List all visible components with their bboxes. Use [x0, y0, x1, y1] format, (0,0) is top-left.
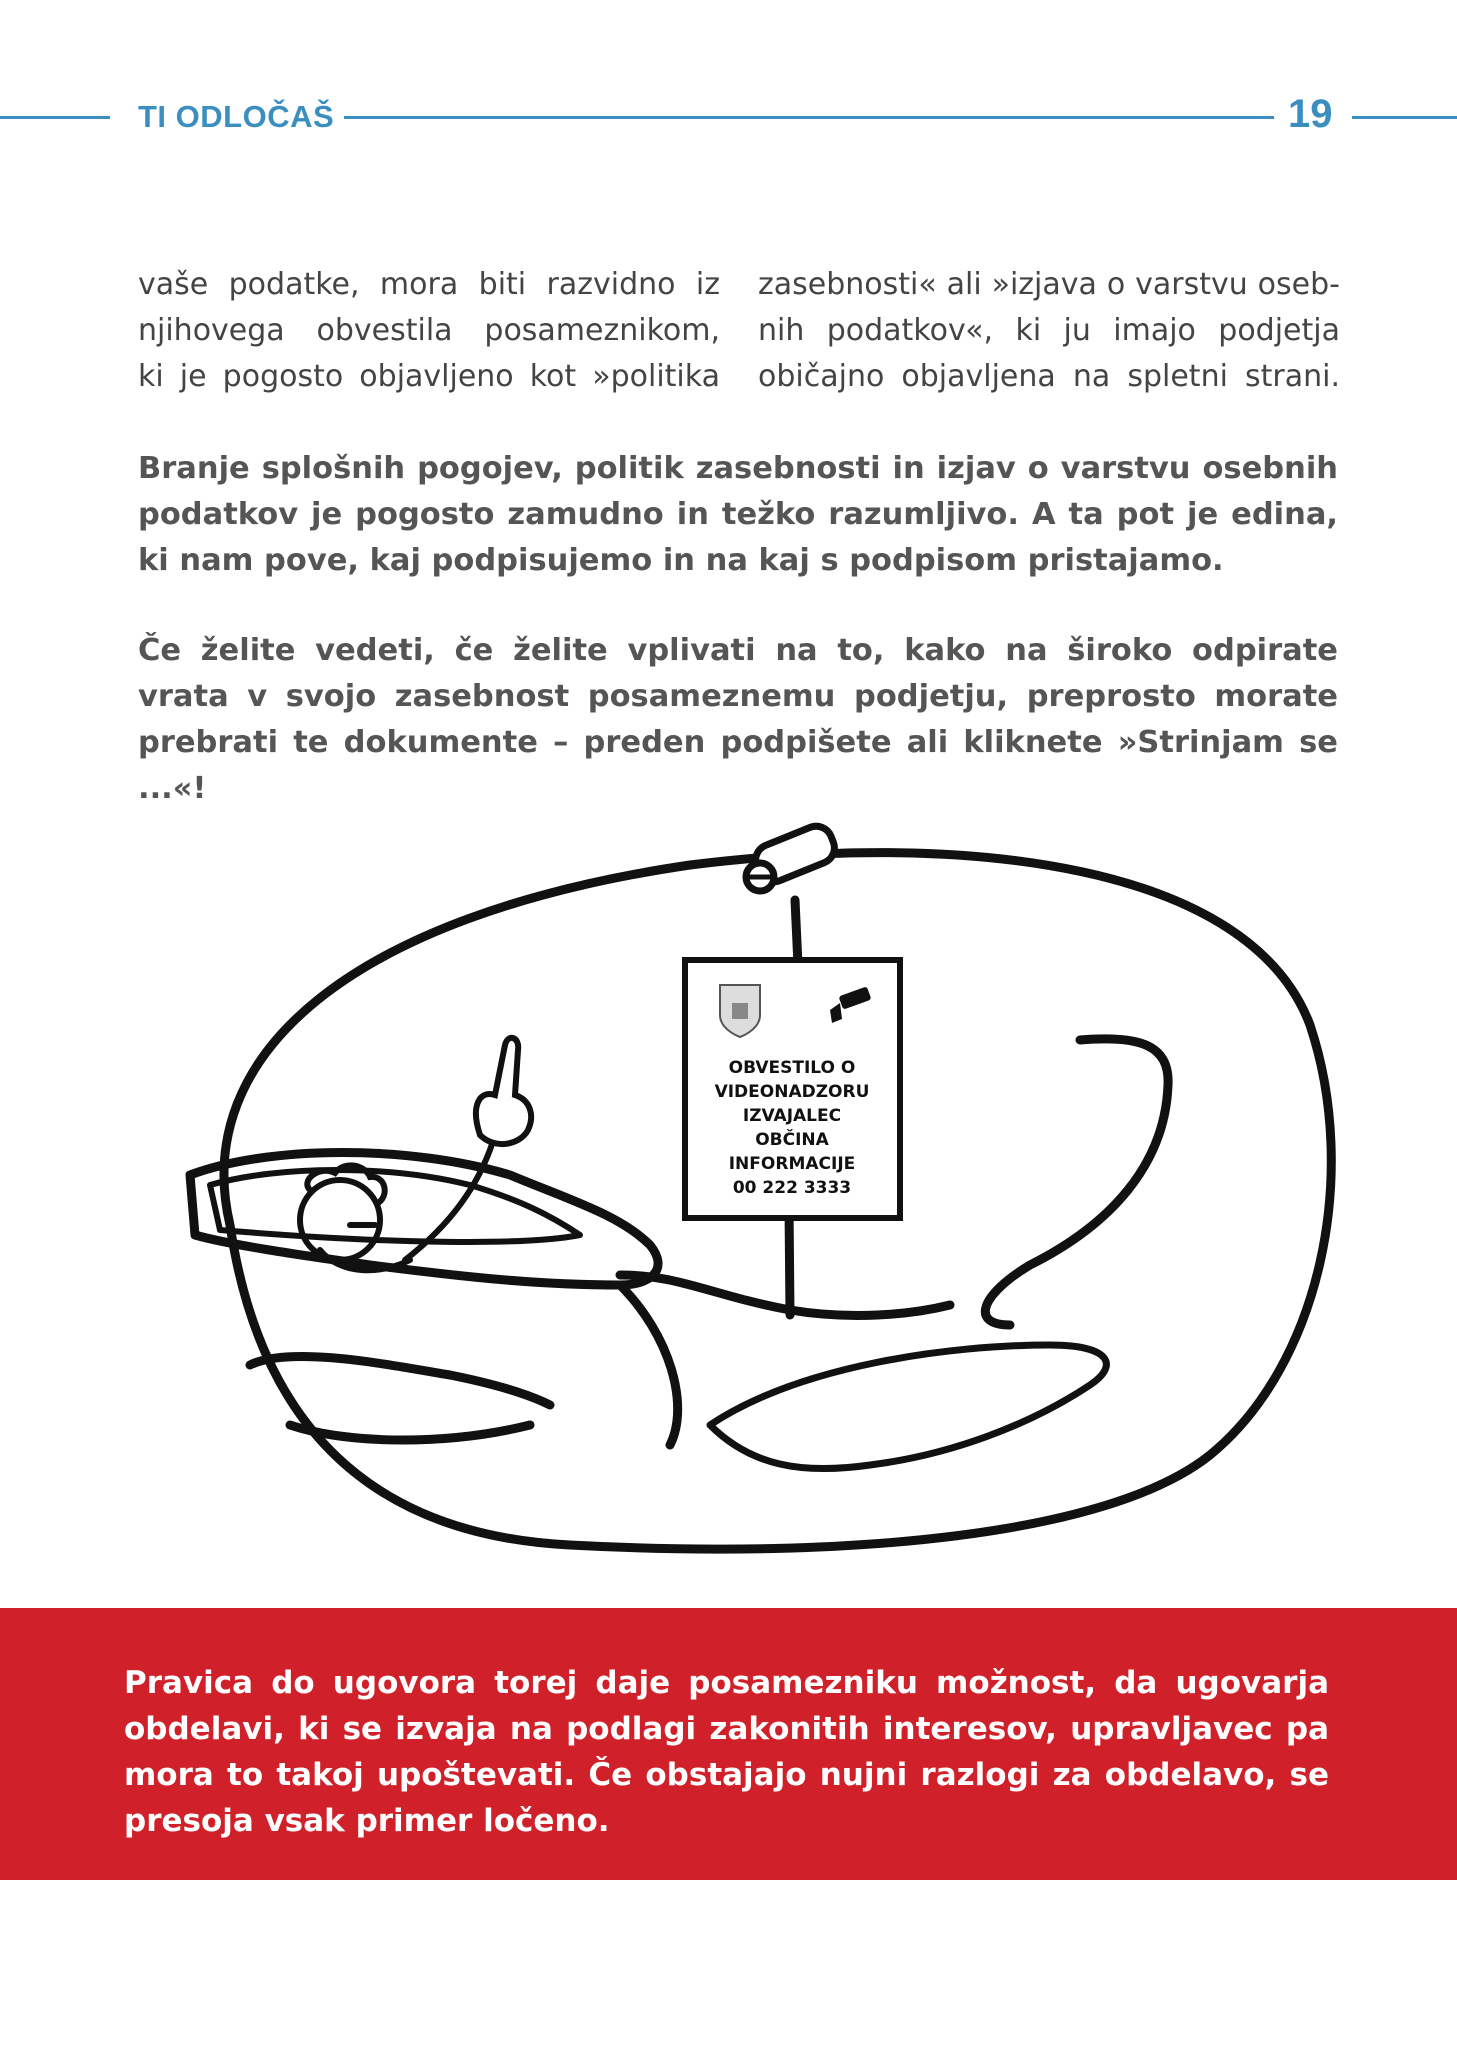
intro-left-line: vaše podatke, mora biti razvidno iz	[138, 267, 720, 302]
sign-line: INFORMACIJE	[728, 1154, 856, 1174]
sign-line: 00 222 3333	[732, 1178, 852, 1198]
header-rule-left	[0, 116, 110, 119]
intro-left-line: ki je pogosto objavljeno kot »politika	[138, 359, 720, 394]
intro-right-line: zasebnosti« ali »izjava o varstvu oseb-	[758, 267, 1340, 302]
intro-right-line: običajno objavljena na spletni strani.	[758, 359, 1340, 394]
header-rule-right	[1352, 116, 1457, 119]
header-rule-middle	[344, 116, 1274, 119]
intro-left-column	[138, 262, 720, 400]
sign-line: OBVESTILO O	[728, 1058, 856, 1078]
road-curve	[985, 1039, 1168, 1325]
sign-line: OBČINA	[755, 1130, 829, 1150]
page-number: 19	[1288, 92, 1333, 136]
section-title: TI ODLOČAŠ	[138, 99, 335, 134]
paragraph-reading-terms: Branje splošnih pogojev, politik zasebnosti in izjav o varstvu osebnih podatkov je pogosto zamudno in težko razumljivo. A ta pot je edina, ki nam pove, kaj podpisujemo in na kaj s podpisom pristajamo.	[138, 451, 1338, 578]
callout-text: Pravica do ugovora torej daje posamezniku možnost, da ugovarja obdelavi, ki se izvaja na podlagi zakonitih interesov, upravljavec pa mora to takoj upoštevati. Če obstajajo nujni razlogi za obdelavo, se presoja vsak primer ločeno.	[124, 1665, 1329, 1839]
sign-line: VIDEONADZORU	[714, 1082, 870, 1102]
coat-of-arms-icon	[720, 985, 760, 1037]
sign-line: IZVAJALEC	[742, 1106, 842, 1126]
cartoon-illustration	[150, 805, 1350, 1565]
intro-right-line: nih podatkov«, ki ju imajo podjetja	[758, 313, 1340, 348]
paragraph-read-before-agreeing: Če želite vedeti, če želite vplivati na to, kako na široko odpirate vrata v svojo zasebnost posameznemu podjetju, preprosto morate prebrati te dokumente – preden podpišete ali kliknete »Strinjam se ...«!	[138, 633, 1338, 806]
intro-left-line: njihovega obvestila posameznikom,	[138, 313, 720, 348]
camera-icon	[746, 821, 839, 891]
intro-right-column	[758, 262, 1340, 400]
car-drawing	[190, 1153, 1106, 1469]
